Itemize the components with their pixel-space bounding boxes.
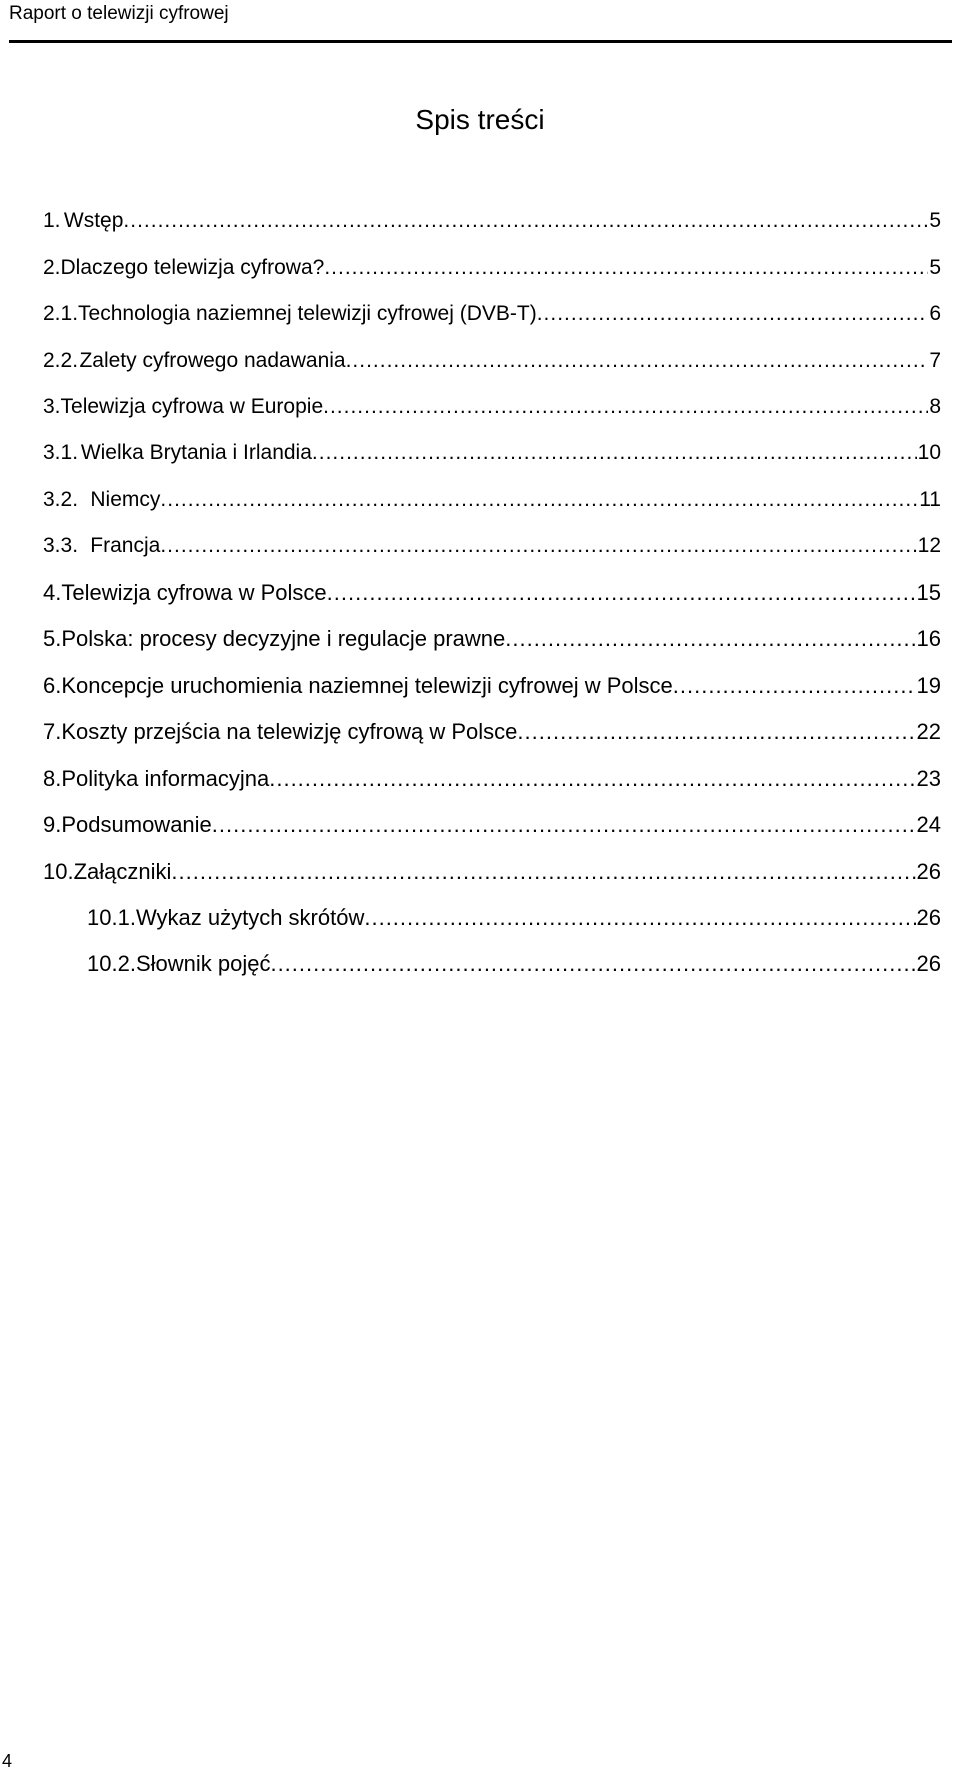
toc-entry-4[interactable]	[43, 573, 941, 613]
toc-entry-page: 24	[916, 812, 941, 837]
toc-entry-label: Słownik pojęć	[135, 951, 271, 976]
toc-entry-6[interactable]	[43, 666, 941, 706]
toc-entry-label: Koncepcje uruchomienia naziemnej telewizji cyfrowej w Polsce	[61, 673, 673, 698]
toc-entry-label: Francja	[90, 534, 161, 557]
toc-leader	[212, 805, 916, 845]
toc-entry-2[interactable]	[43, 248, 941, 288]
toc-leader	[312, 433, 917, 473]
running-header	[9, 0, 952, 43]
toc-entry-label: Wielka Brytania i Irlandia	[80, 441, 312, 464]
toc-entry-page: 26	[916, 951, 941, 976]
toc-entry-page: 10	[917, 441, 941, 464]
toc-entry-page: 26	[916, 905, 941, 930]
toc-entry-2-2[interactable]	[43, 341, 941, 381]
toc-leader	[160, 480, 918, 520]
toc-entry-page: 7	[929, 349, 941, 372]
toc-entry-9[interactable]	[43, 805, 941, 845]
toc-leader	[346, 341, 929, 381]
toc-entry-1[interactable]	[43, 201, 941, 241]
toc-heading: Spis treści	[415, 104, 545, 135]
toc-entry-number: 7.	[43, 719, 62, 744]
toc-entry-label: Polityka informacyjna	[61, 766, 270, 791]
toc-entry-page: 16	[916, 626, 941, 651]
toc-entry-page: 5	[929, 209, 941, 232]
page-number: 4	[2, 1751, 13, 1771]
toc-entry-number: 3.2.	[43, 488, 79, 511]
toc-entry-10-1[interactable]	[87, 898, 941, 938]
toc-leader	[673, 666, 916, 706]
toc-leader	[270, 944, 915, 984]
toc-entry-number: 6.	[43, 673, 62, 698]
toc-entry-label: Telewizja cyfrowa w Europie	[60, 395, 324, 418]
toc-entry-label: Niemcy	[90, 488, 161, 511]
toc-entry-number: 8.	[43, 766, 62, 791]
toc-leader	[324, 248, 928, 288]
toc-entry-label: Technologia naziemnej telewizji cyfrowej (DVB-T)	[78, 302, 537, 325]
toc-entry-number: 10.1.	[87, 905, 136, 930]
toc-entry-label: Załączniki	[73, 859, 172, 884]
toc-leader	[171, 852, 915, 892]
toc-entry-page: 8	[929, 395, 941, 418]
toc-entry-3-3[interactable]	[43, 526, 941, 566]
toc-entry-number: 3.3.	[43, 534, 79, 557]
document-title: Raport o telewizji cyfrowej	[9, 3, 229, 24]
toc-leader	[537, 294, 929, 334]
toc-entry-page: 22	[916, 719, 941, 744]
toc-entry-label: Zalety cyfrowego nadawania	[79, 349, 346, 372]
toc-leader	[364, 898, 915, 938]
toc-entry-number: 3.1.	[43, 441, 79, 464]
toc-leader	[327, 573, 916, 613]
toc-entry-label: Telewizja cyfrowa w Polsce	[61, 580, 327, 605]
toc-entry-page: 5	[929, 256, 941, 279]
toc-entry-page: 23	[916, 766, 941, 791]
toc-entry-page: 11	[919, 488, 941, 511]
toc-leader	[269, 759, 915, 799]
toc-entry-number: 10.2.	[87, 951, 136, 976]
toc-entry-number: 9.	[43, 812, 62, 837]
toc-leader	[160, 526, 916, 566]
toc-entry-number: 1.	[43, 209, 61, 232]
toc-entry-label: Dlaczego telewizja cyfrowa?	[60, 256, 325, 279]
toc-entry-10[interactable]	[43, 852, 941, 892]
toc-entry-page: 15	[916, 580, 941, 605]
toc-entry-page: 19	[916, 673, 941, 698]
toc-entry-number: 3.	[43, 395, 61, 418]
toc-entry-7[interactable]	[43, 712, 941, 752]
toc-entry-number: 2.	[43, 256, 61, 279]
toc-leader	[123, 201, 928, 241]
toc-entry-number: 4.	[43, 580, 62, 605]
toc-entry-8[interactable]	[43, 759, 941, 799]
toc-entry-label: Polska: procesy decyzyjne i regulacje prawne	[61, 626, 506, 651]
toc-entry-number: 10.	[43, 859, 74, 884]
toc-entry-5[interactable]	[43, 619, 941, 659]
toc-entry-3-2[interactable]	[43, 480, 941, 520]
toc-entry-label: Podsumowanie	[61, 812, 212, 837]
toc-entry-label: Wykaz użytych skrótów	[135, 905, 365, 930]
toc-leader	[505, 619, 915, 659]
toc-entry-page: 12	[917, 534, 941, 557]
toc-entry-3[interactable]	[43, 387, 941, 427]
toc-leader	[323, 387, 928, 427]
toc-entry-page: 6	[929, 302, 941, 325]
toc-entry-2-1[interactable]	[43, 294, 941, 334]
toc-entry-page: 26	[916, 859, 941, 884]
toc-entry-number: 2.2.	[43, 349, 79, 372]
toc-entry-number: 2.1.	[43, 302, 79, 325]
toc-entry-label: Koszty przejścia na telewizję cyfrową w Polsce	[61, 719, 518, 744]
toc-entry-10-2[interactable]	[87, 944, 941, 984]
toc-entry-label: Wstęp	[63, 209, 124, 232]
toc-leader	[517, 712, 915, 752]
toc-entry-3-1[interactable]	[43, 433, 941, 473]
toc-entry-number: 5.	[43, 626, 62, 651]
